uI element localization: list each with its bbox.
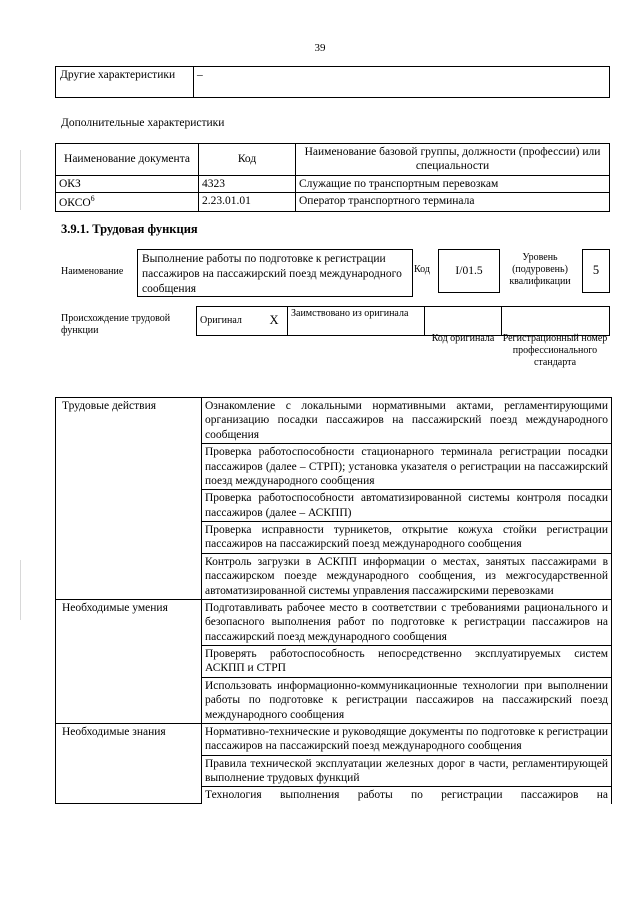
function-code-value: I/01.5 xyxy=(438,249,500,293)
reg-number-caption: Регистрационный номер профессионального стандарта xyxy=(502,333,608,368)
list-item: Проверять работоспособность непосредственно эксплуатируемых систем АСКПП и СТРП xyxy=(202,646,612,678)
row-name: Оператор транспортного терминала xyxy=(296,193,610,212)
row-doc: ОКЗ xyxy=(56,175,199,192)
function-details-table xyxy=(55,397,612,804)
additional-characteristics-table xyxy=(55,143,610,212)
original-mark: Х xyxy=(261,307,288,336)
row-code: 2.23.01.01 xyxy=(199,193,296,212)
list-item: Проверка работоспособности автоматизированной системы контроля посадки пассажиров (далее – АСКПП) xyxy=(202,490,612,522)
table-row xyxy=(56,398,612,444)
group-label-knowledge: Необходимые знания xyxy=(56,723,202,803)
section-title: 3.9.1. Трудовая функция xyxy=(61,222,198,236)
borrowed-label: Заимствовано из оригинала xyxy=(288,307,425,336)
footnote-mark: 6 xyxy=(90,194,95,204)
function-code-label: Код xyxy=(414,264,430,275)
origin-table xyxy=(196,306,610,336)
row-name: Служащие по транспортным перевозкам xyxy=(296,175,610,192)
table-row xyxy=(56,175,610,192)
row-doc: ОКСО$^6$ xyxy=(56,193,199,212)
list-item: Использовать информационно-коммуникационные технологии при выполнении работы по подготовке к регистрации пассажиров на пассажирский поезд международного сообщения xyxy=(202,677,612,723)
code-original-cell xyxy=(425,307,502,336)
list-item: Проверка исправности турникетов, открытие кожуха стойки регистрации пассажиров на пассажирский поезд международного сообщения xyxy=(202,522,612,554)
function-name-label: Наименование xyxy=(61,266,124,277)
list-item: Проверка работоспособности стационарного терминала регистрации посадки пассажиров (далее – СТРП); установка указателя о регистрации на пассажирский поезд международного сообщения xyxy=(202,444,612,490)
additional-characteristics-title: Дополнительные характеристики xyxy=(61,117,225,129)
original-label: Оригинал xyxy=(197,307,262,336)
row-code: 4323 xyxy=(199,175,296,192)
qualification-level-value: 5 xyxy=(582,249,610,293)
scan-mark xyxy=(20,560,21,620)
header-document: Наименование документа xyxy=(56,144,199,176)
header-code: Код xyxy=(199,144,296,176)
table-row xyxy=(56,599,612,645)
list-item: Контроль загрузки в АСКПП информации о местах, занятых пассажирами в пассажирском поезде международного сообщения, из межгосударственной автоматизированной системы управления пассажирскими перевозками xyxy=(202,553,612,599)
scan-mark xyxy=(20,150,21,210)
code-original-caption: Код оригинала xyxy=(431,333,495,344)
list-item: Подготавливать рабочее место в соответствии с требованиями рационального и безопасного выполнения работ по подготовке к регистрации пассажиров на пассажирский поезд международного сообщения xyxy=(202,599,612,645)
group-label-actions: Трудовые действия xyxy=(56,398,202,600)
table-row xyxy=(56,723,612,755)
function-name-value: Выполнение работы по подготовке к регистрации пассажиров на пассажирский поезд международного сообщения xyxy=(137,249,413,297)
qualification-level-label: Уровень (подуровень) квалификации xyxy=(509,252,571,287)
list-item: Ознакомление с локальными нормативными актами, регламентирующими организацию посадки пассажиров на пассажирский поезд международного сообщения xyxy=(202,398,612,444)
list-item: Нормативно-технические и руководящие документы по подготовке к регистрации пассажиров на пассажирский поезд международного сообщения xyxy=(202,723,612,755)
other-characteristics-value: – xyxy=(194,67,610,98)
table-row xyxy=(56,193,610,212)
list-item: Технология выполнения работы по регистрации пассажиров на xyxy=(202,787,612,804)
other-characteristics-label: Другие характеристики xyxy=(56,67,194,98)
origin-label: Происхождение трудовой функции xyxy=(61,313,171,336)
page-number: 39 xyxy=(314,42,326,54)
group-label-skills: Необходимые умения xyxy=(56,599,202,723)
other-characteristics-table xyxy=(55,66,610,98)
reg-number-cell xyxy=(502,307,610,336)
list-item: Правила технической эксплуатации железных дорог в части, регламентирующей выполнение трудовых функций xyxy=(202,755,612,787)
header-group-name: Наименование базовой группы, должности (профессии) или специальности xyxy=(296,144,610,176)
